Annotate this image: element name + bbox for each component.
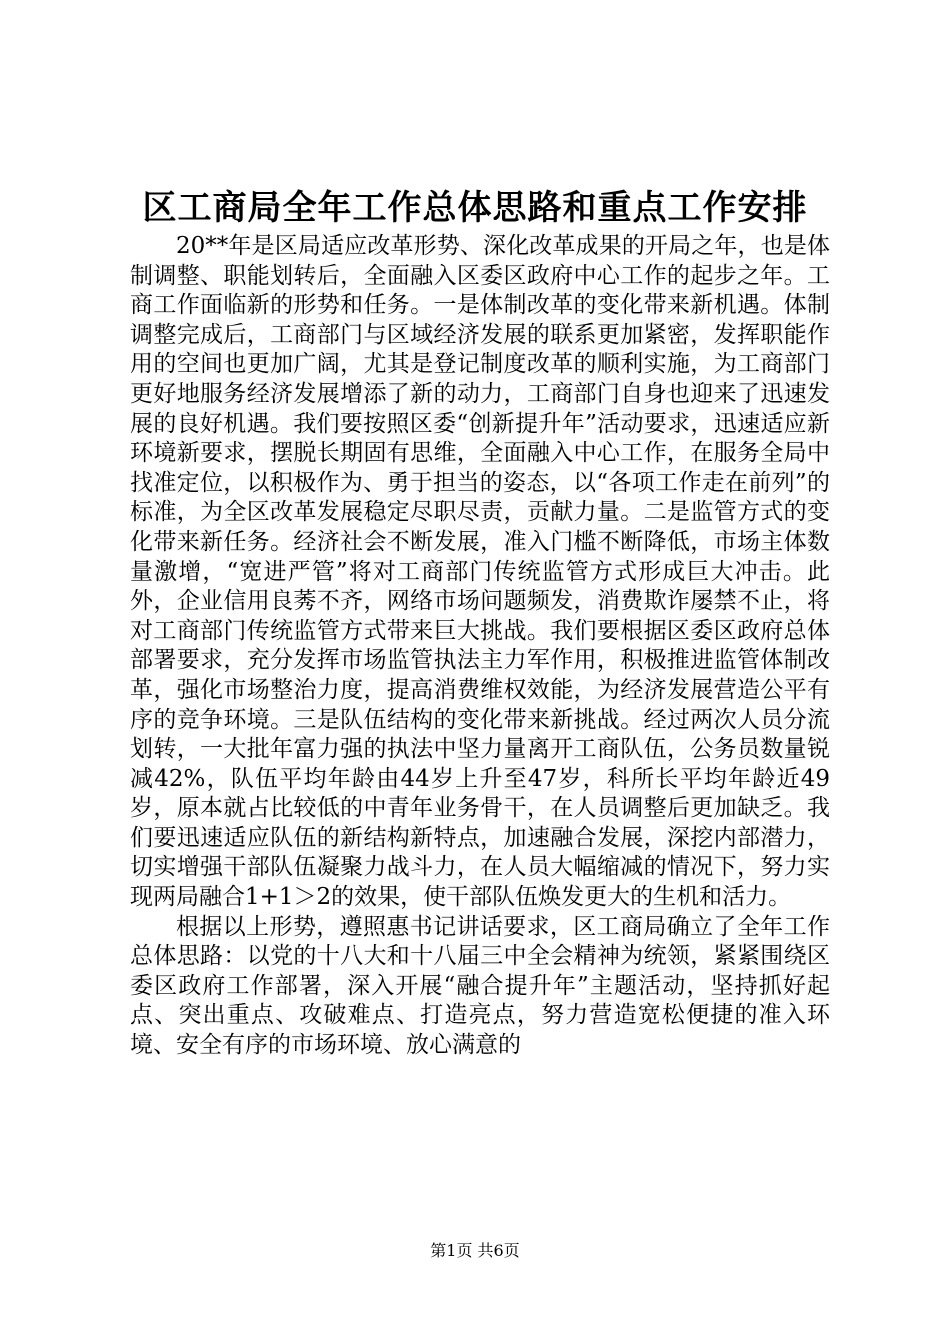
page-indicator: 第1页 共6页 xyxy=(430,1241,520,1260)
document-body xyxy=(130,232,830,1061)
document-title: 区工商局全年工作总体思路和重点工作安排 xyxy=(142,188,808,228)
body-paragraph: 根据以上形势，遵照惠书记讲话要求，区工商局确立了全年工作总体思路：以党的十八大和十八届三中全会精神为统领，紧紧围绕区委区政府工作部署，深入开展“融合提升年”主题活动，坚持抓好起点、突出重点、攻破难点、打造亮点，努力营造宽松便捷的准入环境、安全有序的市场环境、放心满意的 xyxy=(130,913,830,1059)
body-paragraph: 20**年是区局适应改革形势、深化改革成果的开局之年，也是体制调整、职能划转后，全面融入区委区政府中心工作的起步之年。工商工作面临新的形势和任务。一是体制改革的变化带来新机遇。体制调整完成后，工商部门与区域经济发展的联系更加紧密，发挥职能作用的空间也更加广阔，尤其是登记制度改革的顺利实施，为工商部门更好地服务经济发展增添了新的动力，工商部门自身也迎来了迅速发展的良好机遇。我们要按照区委“创新提升年”活动要求，迅速适应新环境新要求，摆脱长期固有思维，全面融入中心工作，在服务全局中找准定位，以积极作为、勇于担当的姿态，以“各项工作走在前列”的标准，为全区改革发展稳定尽职尽责，贡献力量。二是监管方式的变化带来新任务。经济社会不断发展，准入门槛不断降低，市场主体数量激增，“宽进严管”将对工商部门传统监管方式形成巨大冲击。此外，企业信用良莠不齐，网络市场问题频发，消费欺诈屡禁不止，将对工商部门传统监管方式带来巨大挑战。我们要根据区委区政府总体部署要求，充分发挥市场监管执法主力军作用，积极推进监管体制改革，强化市场整治力度，提高消费维权效能，为经济发展营造公平有序的竞争环境。三是队伍结构的变化带来新挑战。经过两次人员分流划转，一大批年富力强的执法中坚力量离开工商队伍，公务员数量锐减42%，队伍平均年龄由44岁上升至47岁，科所长平均年龄近49岁，原本就占比较低的中青年业务骨干，在人员调整后更加缺乏。我们要迅速适应队伍的新结构新特点，加速融合发展，深挖内部潜力，切实增强干部队伍凝聚力战斗力，在人员大幅缩减的情况下，努力实现两局融合1+1＞2的效果，使干部队伍焕发更大的生机和活力。 xyxy=(130,233,830,911)
page-footer xyxy=(0,1240,950,1262)
